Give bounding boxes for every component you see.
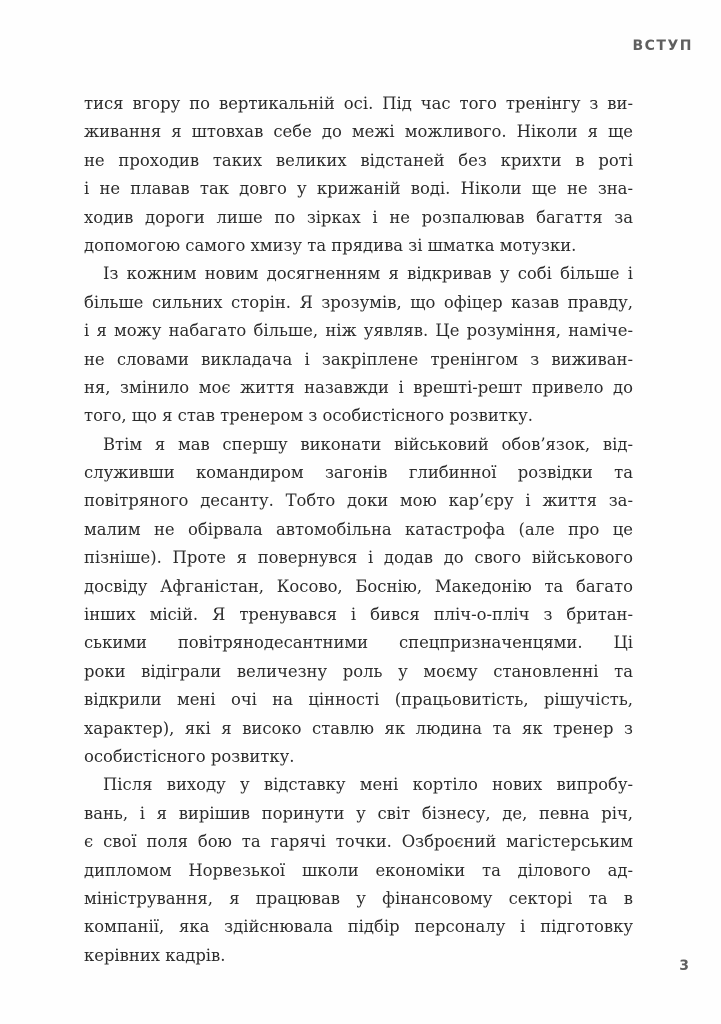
paragraph [84,771,633,970]
text-line: інших місій. Я тренувався і бився пліч-о-пліч з британ- [84,605,633,625]
text-line: ня, змінило моє життя назавжди і врешті-решт привело до [84,377,633,397]
text-line: компанії, яка здійснювала підбір персоналу і підготовку [84,917,633,937]
paragraph [84,431,633,772]
text-line: повітряного десанту. Тобто доки мою кар’єру і життя за- [84,491,633,511]
text-line: вань, і я вирішив поринути у світ бізнесу, де, певна річ, [84,803,633,823]
text-line: не проходив таких великих відстаней без крихти в роті [84,150,633,170]
text-line: керівних кадрів. [84,945,226,965]
text-line: Після виходу у відставку мені кортіло нових випробу- [103,775,633,795]
text-line: не словами викладача і закріплене тренінгом з виживан- [84,349,633,369]
running-head: ВСТУП [632,38,693,54]
paragraphs [84,90,633,970]
text-line: відкрили мені очі на цінності (працьовитість, рішучість, [84,690,633,710]
text-line: є свої поля бою та гарячі точки. Озброєний магістерським [84,832,633,852]
text-line: міністрування, я працював у фінансовому секторі та в [84,888,633,908]
text-line: досвіду Афганістан, Косово, Боснію, Македонію та багато [84,576,633,596]
text-line: Із кожним новим досягненням я відкривав у собі більше і [103,264,633,284]
text-line: служивши командиром загонів глибинної розвідки та [84,463,633,483]
text-line: більше сильних сторін. Я зрозумів, що офіцер казав правду, [84,292,633,312]
text-line: тися вгору по вертикальній осі. Під час того тренінгу з ви- [84,94,633,113]
text-line: малим не обірвала автомобільна катастрофа (але про це [84,519,633,539]
text-line: особистісного розвитку. [84,746,295,766]
text-line: пізніше). Проте я повернувся і додав до свого військового [84,548,633,568]
text-line: допомогою самого хмизу та прядива зі шматка мотузки. [84,235,577,255]
text-line: роки відіграли величезну роль у моєму становленні та [84,661,633,681]
text-line: ходив дороги лише по зірках і не розпалював багаття за [84,207,633,227]
text-line: характер), які я високо ставлю як людина та як тренер з [84,718,633,738]
text-line: ськими повітрянодесантними спецпризначенцями. Ці [84,633,633,653]
text-line: живання я штовхав себе до межі можливого. Ніколи я ще [84,122,633,142]
text-line: Втім я мав спершу виконати військовий обов’язок, від- [103,434,633,454]
paragraph [84,90,633,260]
text-line: і я можу набагато більше, ніж уявляв. Це розуміння, наміче- [84,321,633,341]
page-number: 3 [679,958,689,974]
body-text [84,90,633,970]
text-line: і не плавав так довго у крижаній воді. Ніколи ще не зна- [84,179,633,199]
paragraph [84,260,633,430]
text-line: дипломом Норвезької школи економіки та ділового ад- [84,860,633,880]
text-line: того, що я став тренером з особистісного розвитку. [84,406,533,426]
